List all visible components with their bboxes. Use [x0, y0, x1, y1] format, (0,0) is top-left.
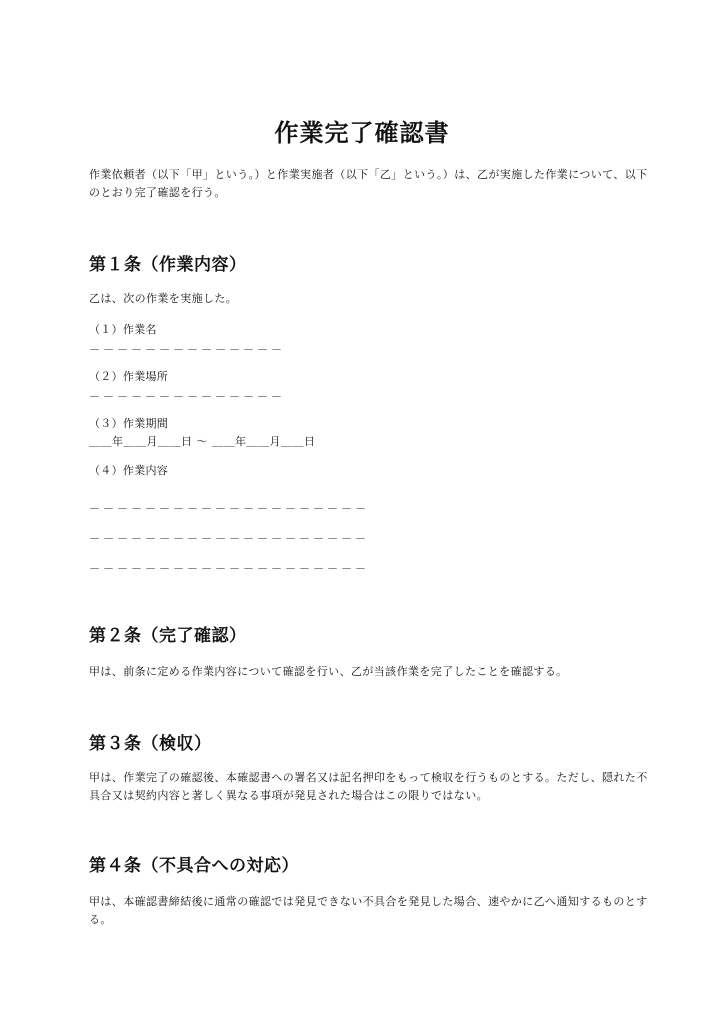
article4-heading: 第４条（不具合への対応）	[89, 856, 299, 876]
item1-label: （１）作業名	[89, 323, 157, 336]
article3-heading: 第３条（検収）	[89, 734, 212, 754]
article1-heading: 第１条（作業内容）	[89, 255, 247, 275]
article3-body: 甲は、作業完了の確認後、本確認書への署名又は記名押印をもって検収を行うものとする。ただし、隠れた不具合又は契約内容と著しく異なる事項が発見された場合はこの限りではない。	[89, 771, 648, 802]
article2-heading: 第２条（完了確認）	[89, 626, 247, 646]
intro-paragraph: 作業依頼者（以下「甲」という。）と作業実施者（以下「乙」という。）は、乙が実施した作業について、以下のとおり完了確認を行う。	[89, 168, 648, 199]
item4-blank-line-3: －－－－－－－－－－－－－－－－－－－－	[89, 562, 369, 575]
article4-body: 甲は、本確認書締結後に通常の確認では発見できない不具合を発見した場合、速やかに乙へ通知するものとする。	[89, 895, 648, 926]
article1-lead: 乙は、次の作業を実施した。	[89, 292, 238, 305]
document-title: 作業完了確認書	[274, 119, 450, 147]
item1-blank-line: －－－－－－－－－－－－－－	[89, 343, 285, 356]
item4-label: （４）作業内容	[89, 464, 169, 477]
item4-blank-line-1: －－－－－－－－－－－－－－－－－－－－	[89, 502, 369, 515]
article2-body: 甲は、前条に定める作業内容について確認を行い、乙が当該作業を完了したことを確認する。	[89, 665, 568, 678]
item2-label: （２）作業場所	[89, 370, 169, 383]
item3-period: ＿＿年＿＿月＿＿日 ～ ＿＿年＿＿月＿＿日	[89, 435, 316, 448]
item3-label: （３）作業期間	[89, 417, 169, 430]
item2-blank-line: －－－－－－－－－－－－－－	[89, 390, 285, 403]
item4-blank-line-2: －－－－－－－－－－－－－－－－－－－－	[89, 532, 369, 545]
